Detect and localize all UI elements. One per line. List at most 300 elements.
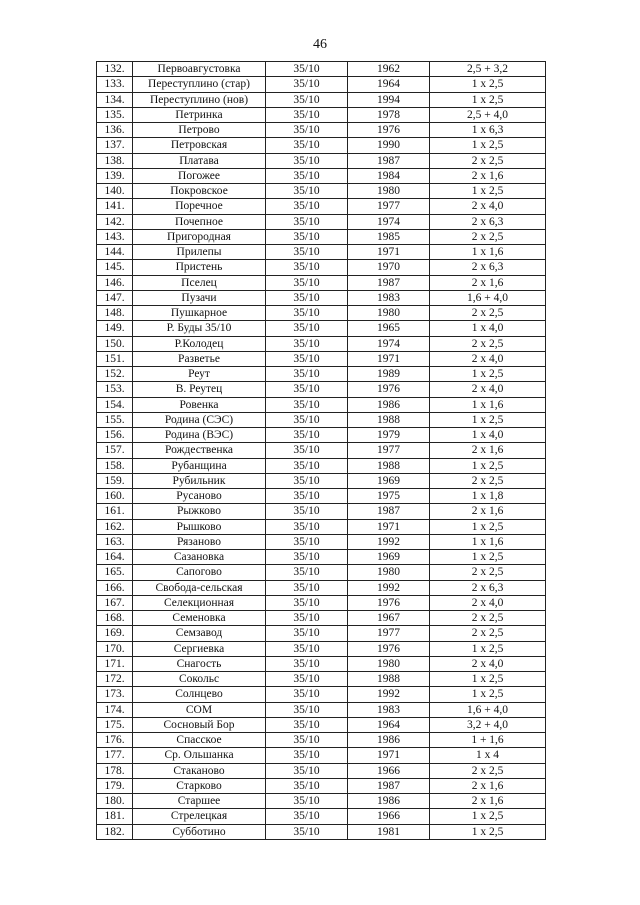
table-row [97,107,546,122]
substation-name-cell: Семзавод [133,626,266,641]
capacity-cell: 2,5 + 4,0 [430,107,546,122]
year-cell: 1965 [348,321,430,336]
row-number-cell: 132. [97,62,133,77]
substation-name-cell: Сапогово [133,565,266,580]
table-row [97,733,546,748]
substation-name-cell: Родина (ВЭС) [133,428,266,443]
row-number-cell: 173. [97,687,133,702]
year-cell: 1964 [348,717,430,732]
table-row [97,77,546,92]
year-cell: 1988 [348,412,430,427]
capacity-cell: 1 x 1,6 [430,245,546,260]
row-number-cell: 169. [97,626,133,641]
voltage-cell: 35/10 [266,733,348,748]
substation-name-cell: Разветье [133,351,266,366]
row-number-cell: 159. [97,473,133,488]
voltage-cell: 35/10 [266,229,348,244]
substation-name-cell: Свобода-сельская [133,580,266,595]
substation-name-cell: Родина (СЭС) [133,412,266,427]
table-row [97,412,546,427]
substation-name-cell: Стаканово [133,763,266,778]
voltage-cell: 35/10 [266,123,348,138]
substation-name-cell: Субботино [133,824,266,839]
row-number-cell: 164. [97,550,133,565]
row-number-cell: 137. [97,138,133,153]
row-number-cell: 177. [97,748,133,763]
table-row [97,672,546,687]
table-row [97,489,546,504]
substation-name-cell: Стрелецкая [133,809,266,824]
voltage-cell: 35/10 [266,443,348,458]
year-cell: 1966 [348,809,430,824]
capacity-cell: 2 x 6,3 [430,580,546,595]
substation-name-cell: Петровская [133,138,266,153]
year-cell: 1990 [348,138,430,153]
capacity-cell: 1 x 2,5 [430,824,546,839]
row-number-cell: 171. [97,656,133,671]
capacity-cell: 1,6 + 4,0 [430,290,546,305]
table-row [97,443,546,458]
year-cell: 1974 [348,336,430,351]
year-cell: 1976 [348,595,430,610]
year-cell: 1992 [348,534,430,549]
substation-name-cell: Поречное [133,199,266,214]
table-row [97,275,546,290]
voltage-cell: 35/10 [266,809,348,824]
substation-name-cell: Рышково [133,519,266,534]
capacity-cell: 1 x 2,5 [430,687,546,702]
voltage-cell: 35/10 [266,107,348,122]
capacity-cell: 2 x 4,0 [430,382,546,397]
year-cell: 1962 [348,62,430,77]
capacity-cell: 2 x 1,6 [430,443,546,458]
table-row [97,702,546,717]
row-number-cell: 176. [97,733,133,748]
table-row [97,656,546,671]
table-row [97,550,546,565]
table-row [97,534,546,549]
voltage-cell: 35/10 [266,168,348,183]
year-cell: 1970 [348,260,430,275]
substation-name-cell: Солнцево [133,687,266,702]
voltage-cell: 35/10 [266,321,348,336]
capacity-cell: 2,5 + 3,2 [430,62,546,77]
year-cell: 1979 [348,428,430,443]
year-cell: 1980 [348,184,430,199]
row-number-cell: 141. [97,199,133,214]
voltage-cell: 35/10 [266,275,348,290]
substation-name-cell: Петрово [133,123,266,138]
capacity-cell: 1,6 + 4,0 [430,702,546,717]
voltage-cell: 35/10 [266,77,348,92]
substation-name-cell: Сергиевка [133,641,266,656]
year-cell: 1976 [348,123,430,138]
substation-name-cell: Русаново [133,489,266,504]
substation-name-cell: Рубильник [133,473,266,488]
row-number-cell: 161. [97,504,133,519]
substation-name-cell: Снагость [133,656,266,671]
voltage-cell: 35/10 [266,794,348,809]
year-cell: 1966 [348,763,430,778]
year-cell: 1964 [348,77,430,92]
row-number-cell: 178. [97,763,133,778]
table-row [97,687,546,702]
year-cell: 1971 [348,519,430,534]
capacity-cell: 1 x 2,5 [430,672,546,687]
capacity-cell: 1 + 1,6 [430,733,546,748]
voltage-cell: 35/10 [266,138,348,153]
row-number-cell: 133. [97,77,133,92]
capacity-cell: 2 x 4,0 [430,595,546,610]
table-row [97,92,546,107]
substation-name-cell: Семеновка [133,611,266,626]
table-row [97,214,546,229]
capacity-cell: 1 x 2,5 [430,641,546,656]
capacity-cell: 2 x 2,5 [430,626,546,641]
substation-name-cell: Петринка [133,107,266,122]
capacity-cell: 1 x 2,5 [430,367,546,382]
table-row [97,458,546,473]
voltage-cell: 35/10 [266,656,348,671]
capacity-cell: 1 x 1,6 [430,534,546,549]
substation-name-cell: Пузачи [133,290,266,305]
voltage-cell: 35/10 [266,595,348,610]
table-row [97,641,546,656]
row-number-cell: 139. [97,168,133,183]
voltage-cell: 35/10 [266,717,348,732]
substation-name-cell: Погожее [133,168,266,183]
year-cell: 1967 [348,611,430,626]
capacity-cell: 1 x 2,5 [430,77,546,92]
table-row [97,260,546,275]
voltage-cell: 35/10 [266,687,348,702]
year-cell: 1987 [348,504,430,519]
capacity-cell: 1 x 2,5 [430,519,546,534]
row-number-cell: 140. [97,184,133,199]
voltage-cell: 35/10 [266,473,348,488]
year-cell: 1988 [348,458,430,473]
voltage-cell: 35/10 [266,92,348,107]
row-number-cell: 138. [97,153,133,168]
table-row [97,504,546,519]
capacity-cell: 2 x 1,6 [430,778,546,793]
capacity-cell: 1 x 2,5 [430,458,546,473]
substation-name-cell: Рождественка [133,443,266,458]
year-cell: 1992 [348,687,430,702]
voltage-cell: 35/10 [266,626,348,641]
voltage-cell: 35/10 [266,199,348,214]
capacity-cell: 1 x 1,6 [430,397,546,412]
year-cell: 1986 [348,733,430,748]
year-cell: 1975 [348,489,430,504]
table-row [97,199,546,214]
voltage-cell: 35/10 [266,184,348,199]
year-cell: 1976 [348,641,430,656]
row-number-cell: 165. [97,565,133,580]
row-number-cell: 157. [97,443,133,458]
substation-name-cell: Пселец [133,275,266,290]
year-cell: 1971 [348,351,430,366]
table-row [97,290,546,305]
row-number-cell: 174. [97,702,133,717]
table-row [97,611,546,626]
substation-name-cell: Старково [133,778,266,793]
substation-name-cell: Покровское [133,184,266,199]
substation-name-cell: Селекционная [133,595,266,610]
voltage-cell: 35/10 [266,214,348,229]
year-cell: 1981 [348,824,430,839]
capacity-cell: 2 x 2,5 [430,473,546,488]
year-cell: 1969 [348,473,430,488]
voltage-cell: 35/10 [266,580,348,595]
table-row [97,595,546,610]
table-row [97,306,546,321]
year-cell: 1978 [348,107,430,122]
table-row [97,153,546,168]
table-row [97,748,546,763]
year-cell: 1986 [348,397,430,412]
substations-table [96,61,546,840]
row-number-cell: 135. [97,107,133,122]
substation-name-cell: Спасское [133,733,266,748]
table-row [97,794,546,809]
year-cell: 1994 [348,92,430,107]
capacity-cell: 2 x 2,5 [430,229,546,244]
voltage-cell: 35/10 [266,428,348,443]
row-number-cell: 151. [97,351,133,366]
capacity-cell: 2 x 2,5 [430,306,546,321]
substation-name-cell: Пристень [133,260,266,275]
voltage-cell: 35/10 [266,245,348,260]
year-cell: 1977 [348,626,430,641]
capacity-cell: 2 x 4,0 [430,199,546,214]
table-row [97,184,546,199]
table-row [97,367,546,382]
capacity-cell: 1 x 2,5 [430,92,546,107]
voltage-cell: 35/10 [266,382,348,397]
voltage-cell: 35/10 [266,489,348,504]
substation-name-cell: Старшее [133,794,266,809]
substation-name-cell: Пушкарное [133,306,266,321]
table-row [97,824,546,839]
table-row [97,778,546,793]
row-number-cell: 181. [97,809,133,824]
year-cell: 1974 [348,214,430,229]
substation-name-cell: Ср. Ольшанка [133,748,266,763]
row-number-cell: 180. [97,794,133,809]
row-number-cell: 145. [97,260,133,275]
row-number-cell: 150. [97,336,133,351]
voltage-cell: 35/10 [266,672,348,687]
year-cell: 1983 [348,290,430,305]
year-cell: 1984 [348,168,430,183]
voltage-cell: 35/10 [266,306,348,321]
row-number-cell: 147. [97,290,133,305]
substation-name-cell: Р.Колодец [133,336,266,351]
row-number-cell: 166. [97,580,133,595]
substation-name-cell: Рубанщина [133,458,266,473]
row-number-cell: 155. [97,412,133,427]
table-row [97,168,546,183]
year-cell: 1971 [348,245,430,260]
table-row [97,229,546,244]
substation-name-cell: Рыжково [133,504,266,519]
capacity-cell: 1 x 2,5 [430,809,546,824]
year-cell: 1983 [348,702,430,717]
row-number-cell: 146. [97,275,133,290]
capacity-cell: 2 x 6,3 [430,260,546,275]
voltage-cell: 35/10 [266,290,348,305]
substation-name-cell: Сосновый Бор [133,717,266,732]
capacity-cell: 2 x 1,6 [430,275,546,290]
row-number-cell: 154. [97,397,133,412]
voltage-cell: 35/10 [266,565,348,580]
row-number-cell: 152. [97,367,133,382]
year-cell: 1980 [348,565,430,580]
capacity-cell: 1 x 4,0 [430,428,546,443]
substation-name-cell: Ровенка [133,397,266,412]
capacity-cell: 1 x 6,3 [430,123,546,138]
voltage-cell: 35/10 [266,336,348,351]
table-row [97,473,546,488]
table-row [97,519,546,534]
year-cell: 1969 [348,550,430,565]
row-number-cell: 162. [97,519,133,534]
capacity-cell: 3,2 + 4,0 [430,717,546,732]
row-number-cell: 148. [97,306,133,321]
table-row [97,626,546,641]
voltage-cell: 35/10 [266,367,348,382]
substation-name-cell: Рязаново [133,534,266,549]
capacity-cell: 2 x 2,5 [430,336,546,351]
row-number-cell: 156. [97,428,133,443]
voltage-cell: 35/10 [266,153,348,168]
capacity-cell: 2 x 4,0 [430,351,546,366]
table-row [97,138,546,153]
table-row [97,123,546,138]
capacity-cell: 2 x 2,5 [430,763,546,778]
table-row [97,336,546,351]
capacity-cell: 1 x 1,8 [430,489,546,504]
voltage-cell: 35/10 [266,519,348,534]
substation-name-cell: Первоавгустовка [133,62,266,77]
capacity-cell: 2 x 1,6 [430,794,546,809]
year-cell: 1985 [348,229,430,244]
substation-name-cell: Сазановка [133,550,266,565]
capacity-cell: 1 x 2,5 [430,412,546,427]
row-number-cell: 142. [97,214,133,229]
substation-name-cell: Прилепы [133,245,266,260]
row-number-cell: 175. [97,717,133,732]
voltage-cell: 35/10 [266,824,348,839]
year-cell: 1980 [348,306,430,321]
year-cell: 1987 [348,778,430,793]
capacity-cell: 1 x 4,0 [430,321,546,336]
table-row [97,565,546,580]
row-number-cell: 160. [97,489,133,504]
capacity-cell: 2 x 2,5 [430,153,546,168]
row-number-cell: 149. [97,321,133,336]
year-cell: 1986 [348,794,430,809]
year-cell: 1992 [348,580,430,595]
row-number-cell: 153. [97,382,133,397]
capacity-cell: 1 x 2,5 [430,184,546,199]
row-number-cell: 167. [97,595,133,610]
year-cell: 1989 [348,367,430,382]
substation-name-cell: Сокольс [133,672,266,687]
table-body [97,62,546,840]
row-number-cell: 134. [97,92,133,107]
year-cell: 1988 [348,672,430,687]
capacity-cell: 2 x 1,6 [430,504,546,519]
row-number-cell: 163. [97,534,133,549]
table-row [97,62,546,77]
voltage-cell: 35/10 [266,260,348,275]
table-row [97,351,546,366]
voltage-cell: 35/10 [266,351,348,366]
voltage-cell: 35/10 [266,763,348,778]
voltage-cell: 35/10 [266,412,348,427]
row-number-cell: 168. [97,611,133,626]
voltage-cell: 35/10 [266,611,348,626]
row-number-cell: 136. [97,123,133,138]
table-row [97,763,546,778]
year-cell: 1977 [348,443,430,458]
table-row [97,428,546,443]
voltage-cell: 35/10 [266,62,348,77]
capacity-cell: 2 x 1,6 [430,168,546,183]
year-cell: 1976 [348,382,430,397]
substation-name-cell: Переступлино (стар) [133,77,266,92]
substation-name-cell: Платава [133,153,266,168]
substation-name-cell: В. Реутец [133,382,266,397]
table-row [97,717,546,732]
substation-name-cell: Р. Буды 35/10 [133,321,266,336]
substation-name-cell: Почепное [133,214,266,229]
table-row [97,397,546,412]
capacity-cell: 2 x 2,5 [430,611,546,626]
capacity-cell: 1 x 4 [430,748,546,763]
capacity-cell: 2 x 2,5 [430,565,546,580]
voltage-cell: 35/10 [266,397,348,412]
table-row [97,809,546,824]
row-number-cell: 158. [97,458,133,473]
row-number-cell: 144. [97,245,133,260]
voltage-cell: 35/10 [266,550,348,565]
capacity-cell: 2 x 6,3 [430,214,546,229]
row-number-cell: 179. [97,778,133,793]
voltage-cell: 35/10 [266,641,348,656]
substation-name-cell: Переступлино (нов) [133,92,266,107]
page-number: 46 [313,37,327,52]
voltage-cell: 35/10 [266,534,348,549]
row-number-cell: 172. [97,672,133,687]
table-row [97,382,546,397]
row-number-cell: 170. [97,641,133,656]
capacity-cell: 1 x 2,5 [430,550,546,565]
table-row [97,321,546,336]
voltage-cell: 35/10 [266,458,348,473]
voltage-cell: 35/10 [266,778,348,793]
year-cell: 1971 [348,748,430,763]
row-number-cell: 143. [97,229,133,244]
year-cell: 1987 [348,153,430,168]
capacity-cell: 2 x 4,0 [430,656,546,671]
voltage-cell: 35/10 [266,748,348,763]
voltage-cell: 35/10 [266,702,348,717]
substation-name-cell: Пригородная [133,229,266,244]
year-cell: 1980 [348,656,430,671]
